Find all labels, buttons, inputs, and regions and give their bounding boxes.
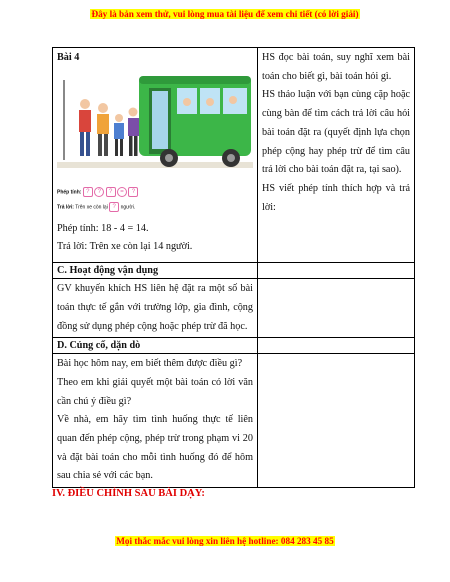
blank-box: ? bbox=[128, 187, 138, 197]
task4-student-cell bbox=[258, 48, 415, 263]
student-p1: HS đọc bài toán, suy nghĩ xem bài toán cho biết gì, bài toán hỏi gì. bbox=[262, 52, 410, 82]
blank-box: ? bbox=[83, 187, 93, 197]
bus-scene-image bbox=[57, 70, 253, 178]
sectionC-row bbox=[53, 279, 415, 338]
task4-calc: Phép tính: 18 - 4 = 14. bbox=[57, 222, 149, 234]
formula-label: Phép tính: bbox=[57, 189, 82, 196]
preview-banner: Đây là bản xem thử, vui lòng mua tài liệu để xem chi tiết (có lời giải) bbox=[91, 9, 359, 19]
empty-cell bbox=[258, 263, 415, 279]
sectionD-heading: D. Củng cố, dặn dò bbox=[53, 338, 258, 354]
bus-illustration bbox=[57, 70, 253, 220]
sectionD-p3: Về nhà, em hãy tìm tình huống thực tế liên quan đến phép cộng, phép trừ trong phạm vi 20 và đặt bài toán cho mỗi tình huống đó để hôm sau chia sẻ với các bạn. bbox=[57, 414, 253, 482]
answer-prefix: Trên xe còn lại bbox=[75, 204, 108, 211]
blank-box: ? bbox=[106, 187, 116, 197]
empty-cell bbox=[258, 354, 415, 488]
lesson-table bbox=[52, 47, 415, 488]
blank-box: = bbox=[117, 187, 127, 197]
answer-blank-row bbox=[57, 202, 253, 212]
sectionC-text: GV khuyến khích HS liên hệ đặt ra một số bài toán thực tế gắn với trường lớp, gia đình, cộng đồng sử dụng phép cộng hoặc phép trừ đã học. bbox=[53, 279, 258, 338]
task4-row bbox=[53, 48, 415, 263]
sectionD-p1: Bài học hôm nay, em biết thêm được điều gì? bbox=[57, 358, 243, 370]
empty-cell bbox=[258, 338, 415, 354]
sectionD-heading-row bbox=[53, 338, 415, 354]
task4-answer: Trả lời: Trên xe còn lại 14 người. bbox=[57, 241, 193, 253]
task4-teacher-cell bbox=[53, 48, 258, 263]
sectionC-heading: C. Hoạt động vận dụng bbox=[53, 263, 258, 279]
student-p3: HS viết phép tính thích hợp và trả lời: bbox=[262, 182, 410, 213]
answer-label: Trả lời: bbox=[57, 204, 74, 211]
sectionD-p2: Theo em khi giải quyết một bài toán có lời văn cần chú ý điều gì? bbox=[57, 376, 253, 407]
section4-heading: IV. ĐIỀU CHỈNH SAU BÀI DẠY: bbox=[52, 488, 205, 499]
empty-cell bbox=[258, 279, 415, 338]
task4-title: Bài 4 bbox=[57, 52, 80, 63]
sectionD-cell bbox=[53, 354, 258, 488]
blank-box: ? bbox=[109, 202, 119, 212]
formula-blanks bbox=[57, 187, 253, 197]
sectionD-row bbox=[53, 354, 415, 488]
hotline-footer: Mọi thắc mắc vui lòng xin liên hệ hotline: 084 283 45 85 bbox=[116, 536, 334, 546]
sectionC-heading-row bbox=[53, 263, 415, 279]
student-p2: HS thảo luận với bạn cùng cặp hoặc cùng bàn để tìm cách trả lời câu hỏi bài toán đặt ra (quyết định lựa chọn phép cộng hay phép trừ để tìm câu trả lời cho bài toán đặt ra, tại sao). bbox=[262, 89, 410, 176]
answer-suffix: người. bbox=[120, 204, 136, 211]
blank-box: ? bbox=[94, 187, 104, 197]
